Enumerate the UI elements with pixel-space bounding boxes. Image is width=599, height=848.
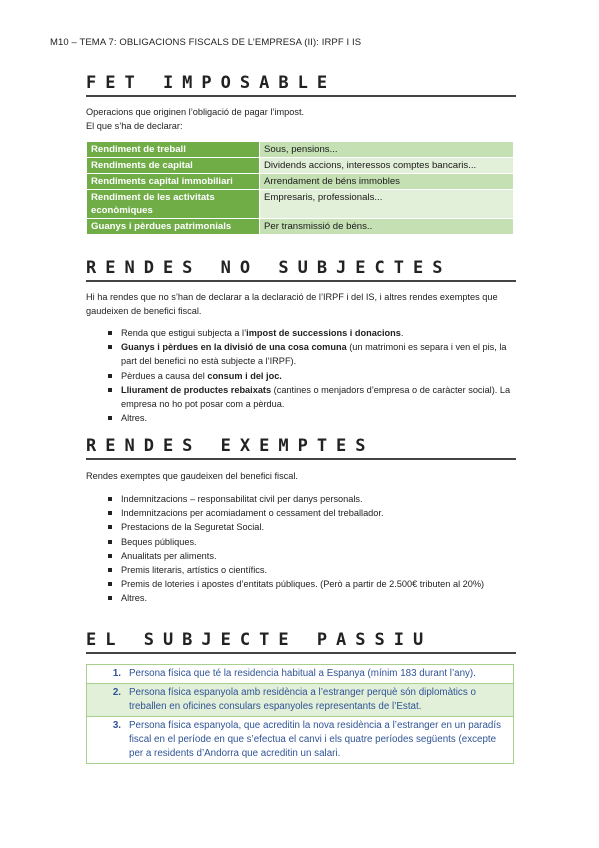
bullet-icon [108,345,112,349]
bullet-icon [108,582,112,586]
bullet-icon [108,416,112,420]
bullet-icon [108,331,112,335]
list-item [108,492,512,506]
list-item-text: Indemnitzacions per acomiadament o cessament del treballador. [121,508,384,519]
no-subjectes-list [108,326,512,425]
table-row [87,174,514,190]
list-item-text: . [400,328,404,338]
table-key-cell: Rendiments capital immobiliari [87,174,260,190]
list-item-bold: Lliurament de productes rebaixats [121,384,272,395]
list-item-text: (un matrimoni es separa i ven el pis, la part del benefici no està subjecte a l’IRPF). [121,342,507,367]
table-value-cell: Empresaris, professionals... [260,190,514,219]
list-item [108,535,512,549]
table-value-cell: Arrendament de béns immobles [260,174,514,190]
bullet-icon [108,540,112,544]
exemptes-list [108,492,512,606]
list-item-text: Premis literaris, artístics o científics. [121,565,268,576]
list-item [86,664,514,684]
list-item-bold: Guanys i pèrdues en la divisió de una cosa comuna [121,342,347,353]
subjecte-passiu-list [86,664,514,764]
table-key-cell: Rendiments de capital [87,158,260,174]
no-subjectes-intro: Hi ha rendes que no s’han de declarar a la declaració de l’IRPF i del IS, i altres rendes exemptes que gaudeixen de benefici fiscal. [86,292,498,316]
section-title-rendes-exemptes: RENDES EXEMPTES [86,436,516,460]
list-item [108,411,512,425]
bullet-icon [108,497,112,501]
list-item [108,506,512,520]
bullet-icon [108,525,112,529]
bullet-icon [108,568,112,572]
list-item-text: Prestacions de la Seguretat Social. [121,522,264,533]
list-item-number: 3. [112,720,121,731]
list-item [108,383,512,411]
list-item [108,520,512,534]
income-types-table [86,141,514,235]
table-value-cell: Per transmissió de béns.. [260,219,514,235]
list-item [86,684,514,717]
list-item [108,577,512,591]
table-row [87,142,514,158]
list-item-text: Premis de loteries i apostes d’entitats públiques. (Però a partir de 2.500€ tributen al 20%) [121,579,485,590]
list-item-text: Persona física que té la residencia habitual a Espanya (mínim 183 durant l’any). [129,668,476,679]
list-item [108,340,512,368]
page-header: M10 – TEMA 7: OBLIGACIONS FISCALS DE L’EMPRESA (II): IRPF I IS [50,37,362,48]
list-item-text: Persona física espanyola amb residència a l’estranger perquè són diplomàtics o treballen en oficines consulars espanyoles representants de l’Estat. [129,687,476,712]
list-item-text: (cantines o menjadors d’empresa o de caràcter social). La empresa no ho pot posar com a pèrdua. [121,384,511,410]
list-item [108,549,512,563]
section-title-fet-imposable: FET IMPOSABLE [86,73,516,97]
section-title-subjecte-passiu: EL SUBJECTE PASSIU [86,630,516,654]
list-item-number: 2. [112,687,121,698]
table-key-cell: Rendiment de treball [87,142,260,158]
table-row [87,158,514,174]
table-value-cell: Dividends accions, interessos comptes bancaris... [260,158,514,174]
list-item-bold: consum i del joc. [207,370,282,381]
list-item-text: Persona física espanyola, que acreditin la nova residència a l’estranger en un paradís fiscal en el període en que s’efectua el canvi i els quatre períodes següents (excepte per a residents d’Andorra que acreditin un salari. [129,720,501,759]
list-item-text: Indemnitzacions – responsabilitat civil per danys personals. [121,494,363,504]
list-item-text: Altres. [121,593,148,604]
table-value-cell: Sous, pensions... [260,142,514,158]
list-item [108,563,512,577]
table-key-cell: Rendiment de les activitats econòmiques [87,190,260,219]
list-item [108,369,512,383]
list-item-text: Anualitats per aliments. [121,550,217,561]
list-item [108,591,512,605]
list-item-number: 1. [112,668,121,679]
table-row [87,219,514,235]
list-item-text: Pèrdues a causa del [121,370,208,381]
bullet-icon [108,511,112,515]
list-item [86,717,514,764]
exemptes-intro: Rendes exemptes que gaudeixen del benefici fiscal. [86,471,298,481]
bullet-icon [108,596,112,600]
table-key-cell: Guanys i pèrdues patrimonials [87,219,260,235]
bullet-icon [108,374,112,378]
list-item-text: Altres. [121,413,148,424]
fet-intro-2: El que s’ha de declarar: [86,121,183,131]
list-item-bold: impost de successions i donacions [246,328,401,338]
list-item-text: Renda que estigui subjecta a l’ [121,328,247,338]
list-item-text: Beques públiques. [121,536,197,547]
list-item [108,326,512,340]
bullet-icon [108,554,112,558]
bullet-icon [108,388,112,392]
fet-intro-1: Operacions que originen l’obligació de pagar l’impost. [86,107,305,117]
section-title-rendes-no-subjectes: RENDES NO SUBJECTES [86,258,516,282]
table-row [87,190,514,219]
